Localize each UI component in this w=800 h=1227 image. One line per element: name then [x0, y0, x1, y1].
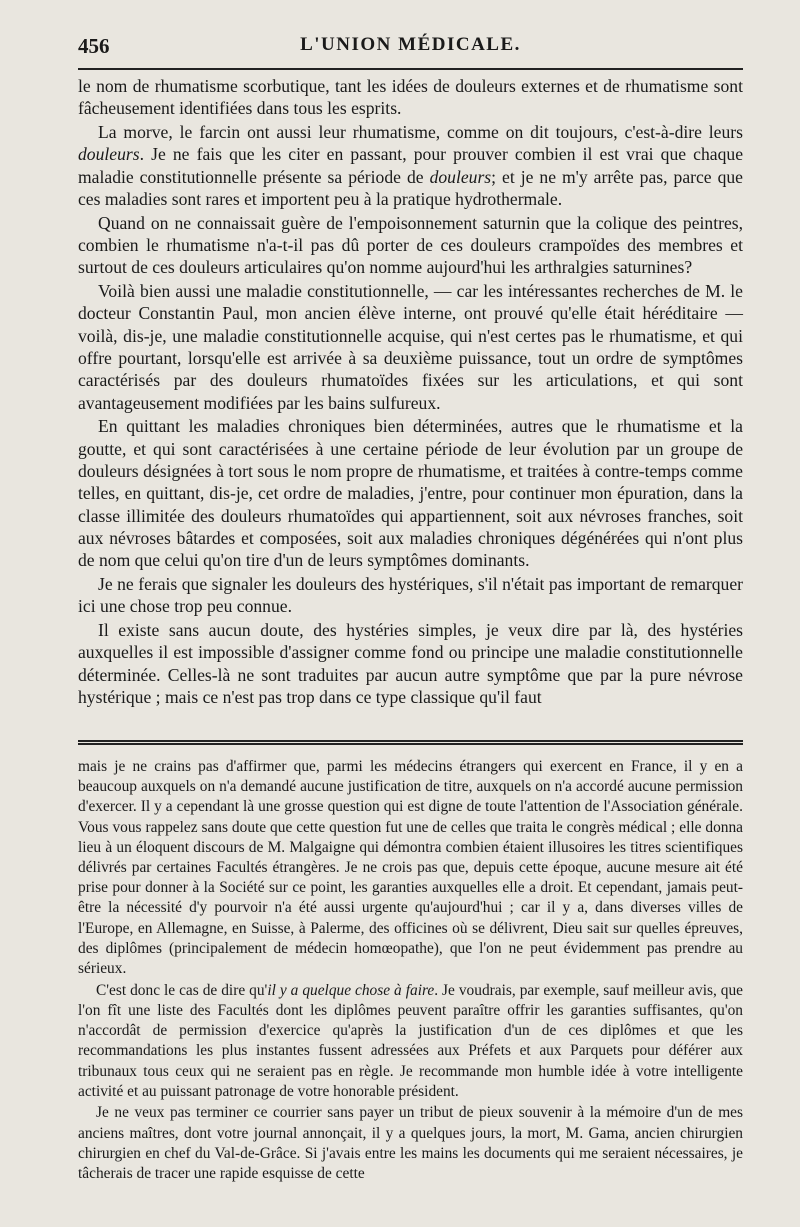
main-body-text: [78, 75, 743, 710]
paragraph: mais je ne crains pas d'affirmer que, parmi les médecins étrangers qui exercent en France, il y en a beaucoup auxquels on n'a demandé aucune justification de titre, auxquels on n'a accordé aucune permission d'exercer. Il y a cependant là une grosse question qui est digne de toute l'attention de l'Association générale. Vous vous rappelez sans doute que cette question fut une de celles que traita le congrès médical ; elle donna lieu à un éloquent discours de M. Malgaigne qui démontra combien étaient illusoires les titres scientifiques délivrés par certaines Facultés étrangères. Je ne crois pas que, depuis cette époque, aucune mesure ait été prise pour donner à la Société sur ce point, les garanties auxquelles elle a droit. Et cependant, jamais peut-être la nécessité d'y pourvoir n'a été aussi urgente qu'aujourd'hui ; car il y a, dans diverses villes de l'Europe, en Allemagne, en Suisse, à Palerme, des officines où se délivrent, Dieu sait sur quelles épreuves, des diplômes (principalement de médecin homœopathe), que l'on ne peut évidemment pas prendre au sérieux.: [78, 758, 743, 978]
paragraph: Je ne veux pas terminer ce courrier sans payer un tribut de pieux souvenir à la mémoire d'un de mes anciens maîtres, dont votre journal annonçait, il y a quelques jours, la mort, M. Gama, ancien chirurgien chirurgien en chef du Val-de-Grâce. Si j'avais entre les mains les documents qui me seraient nécessaires, je tâcherais de tracer une rapide esquisse de cette: [78, 1104, 743, 1183]
paragraph: C'est donc le cas de dire qu'il y a quelque chose à faire. Je voudrais, par exemple, sauf meilleur avis, que l'on fît une liste des Facultés dont les diplômes peuvent paraître offrir les garanties suffisantes, qu'on n'accordât de permission d'exercice qu'après la justification d'un de ces diplômes et que les recommandations les plus instantes fussent adressées aux Préfets et aux Parquets pour déférer aux tribunaux tous ceux qui ne seraient pas en règle. Je recommande mon humble idée à votre intelligente activité et au puissant patronage de votre honorable président.: [78, 981, 744, 1100]
italic-phrase: il y a quelque chose à faire: [267, 981, 435, 999]
paragraph: Voilà bien aussi une maladie constitutionnelle, — car les intéressantes recherches de M. le docteur Constantin Paul, mon ancien élève interne, ont prouvé qu'elle était héréditaire — voilà, dis-je, une maladie constitutionnelle acquise, qui n'est certes pas le rhumatisme, et qui offre pourtant, lorsqu'elle est arrivée à sa deuxième puissance, tout un ordre de symptômes caractérisés par des douleurs rhumatoïdes fixées sur les articulations, et qui sont avantageusement modifiées par les bains sulfureux.: [78, 281, 743, 413]
journal-title: L'UNION MÉDICALE.: [300, 34, 521, 55]
running-header: [78, 30, 743, 60]
paragraph: En quittant les maladies chroniques bien déterminées, autres que le rhumatisme et la goutte, et qui sont caractérisées à une certaine période de leur évolution par un groupe de douleurs désignées à tort sous le nom propre de rhumatisme, et traitées à contre-temps comme telles, en quittant, dis-je, cet ordre de maladies, j'entre, pour continuer mon épuration, dans la classe illimitée des douleurs rhumatoïdes qui appartiennent, soit aux névroses franches, soit aux névroses bâtardes et composées, soit aux maladies chroniques dégénérées qui n'ont plus de nom que celui qu'on tire d'un de leurs symptômes dominants.: [78, 416, 743, 571]
paragraph: La morve, le farcin ont aussi leur rhumatisme, comme on dit toujours, c'est-à-dire leurs douleurs. Je ne fais que les citer en passant, pour prouver combien il est vrai que chaque maladie constitutionnelle présente sa période de douleurs; et je ne m'y arrête pas, parce que ces maladies sont rares et importent peu à la pratique hydrothermale.: [78, 122, 743, 209]
paragraph: Quand on ne connaissait guère de l'empoisonnement saturnin que la colique des peintres, combien le rhumatisme n'a-t-il pas dû porter de ces douleurs crampoïdes des membres et surtout de ces douleurs articulaires qu'on nomme aujourd'hui les arthralgies saturnines?: [78, 212, 743, 278]
paragraph: Je ne ferais que signaler les douleurs des hystériques, s'il n'était pas important de remarquer ici une chose trop peu connue.: [78, 574, 743, 617]
paragraph: Il existe sans aucun doute, des hystéries simples, je veux dire par là, des hystéries auxquelles il est impossible d'assigner comme fond ou principe une maladie constitutionnelle déterminée. Celles-là ne sont traduites par aucun autre symptôme que par la pure névrose hystérique ; mais ce n'est pas trop dans ce type classique qu'il faut: [78, 620, 743, 708]
page-number: 456: [78, 34, 110, 58]
paragraph: le nom de rhumatisme scorbutique, tant les idées de douleurs externes et de rhumatisme sont fâcheusement identifiées dans tous les esprits.: [78, 76, 743, 119]
feuilleton-text: [78, 757, 743, 1186]
italic-term: douleurs: [429, 166, 492, 187]
header-rule: [78, 68, 743, 70]
italic-term: douleurs: [78, 144, 140, 165]
feuilleton-separator: [78, 740, 743, 745]
